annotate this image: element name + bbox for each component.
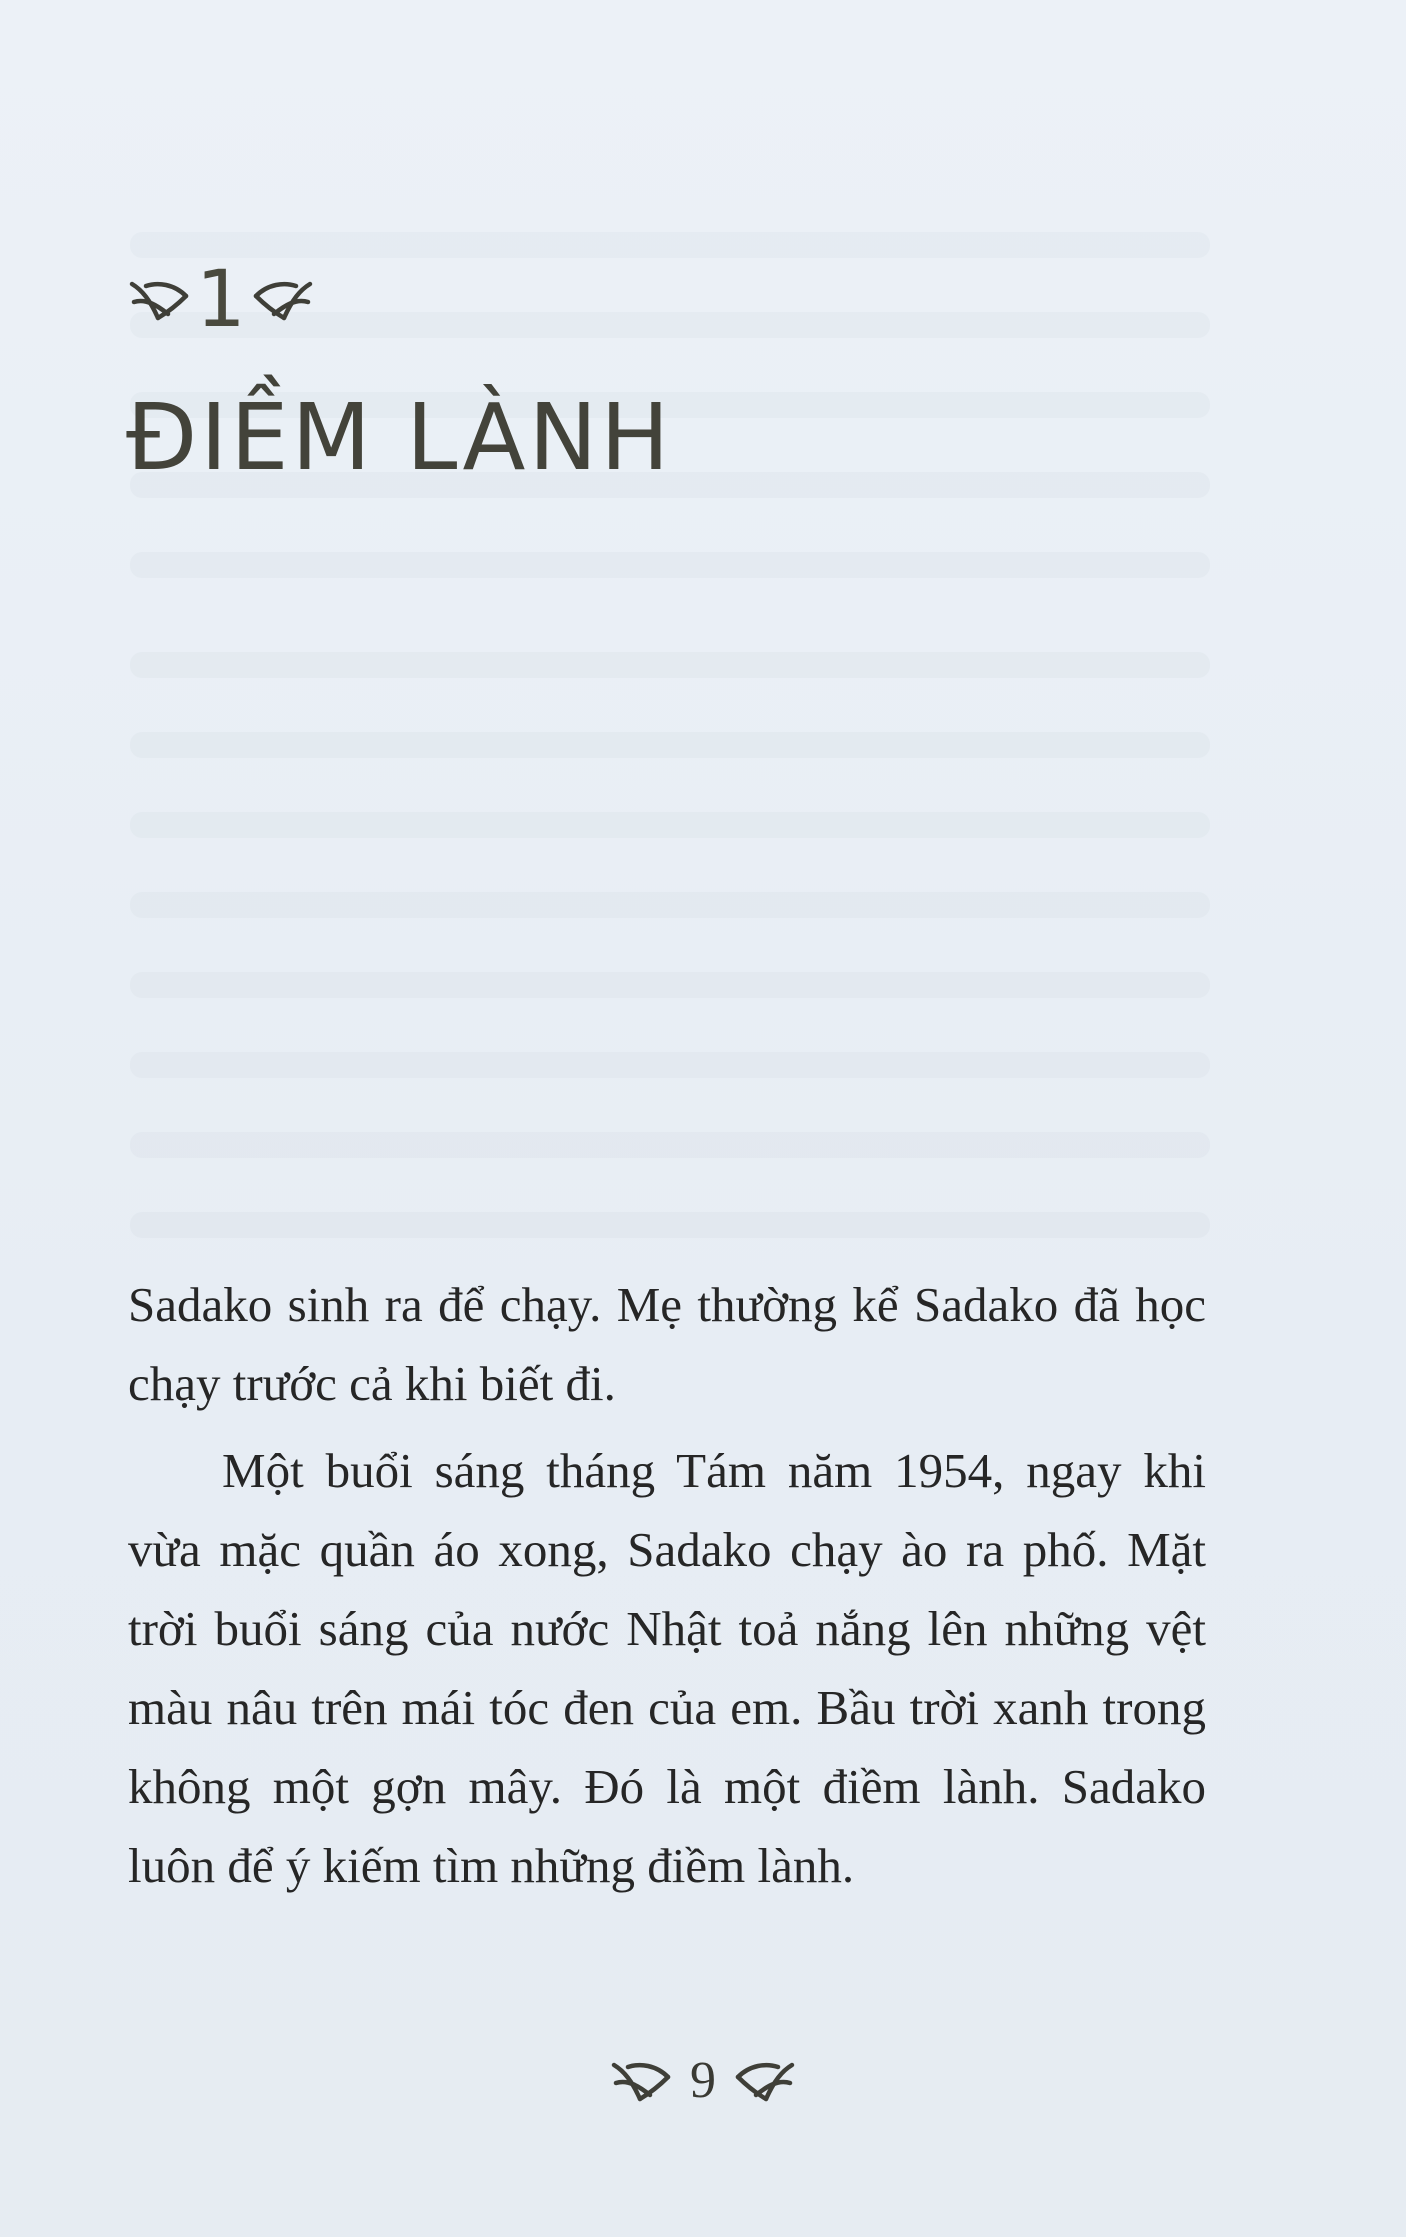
left-leaf-ornament-icon — [610, 2057, 672, 2105]
paragraph: Sadako sinh ra để chạy. Mẹ thường kể Sadako đã học chạy trước cả khi biết đi. — [128, 1277, 1206, 1411]
bleed-through-line — [130, 1212, 1210, 1238]
chapter-number-digit: 1 — [196, 255, 246, 345]
chapter-body — [128, 1265, 1206, 1905]
bleed-through-line — [130, 732, 1210, 758]
right-leaf-ornament-icon — [252, 276, 314, 324]
page-footer — [0, 2052, 1406, 2109]
bleed-through-line — [130, 1132, 1210, 1158]
bleed-through-line — [130, 552, 1210, 578]
bleed-through-line — [130, 892, 1210, 918]
left-leaf-ornament-icon — [128, 276, 190, 324]
right-leaf-ornament-icon — [734, 2057, 796, 2105]
bleed-through-line — [130, 812, 1210, 838]
bleed-through-line — [130, 972, 1210, 998]
paragraph: Một buổi sáng tháng Tám năm 1954, ngay khi vừa mặc quần áo xong, Sadako chạy ào ra phố. Mặt trời buổi sáng của nước Nhật toả nắng lên những vệt màu nâu trên mái tóc đen của em. Bầu trời xanh trong không một gợn mây. Đó là một điềm lành. Sadako luôn để ý kiếm tìm những điềm lành. — [128, 1443, 1206, 1893]
page-number: 9 — [690, 2052, 716, 2109]
bleed-through-line — [130, 652, 1210, 678]
bleed-through-line — [130, 1052, 1210, 1078]
chapter-number — [128, 250, 314, 350]
chapter-title: ĐIỀM LÀNH — [126, 384, 673, 491]
